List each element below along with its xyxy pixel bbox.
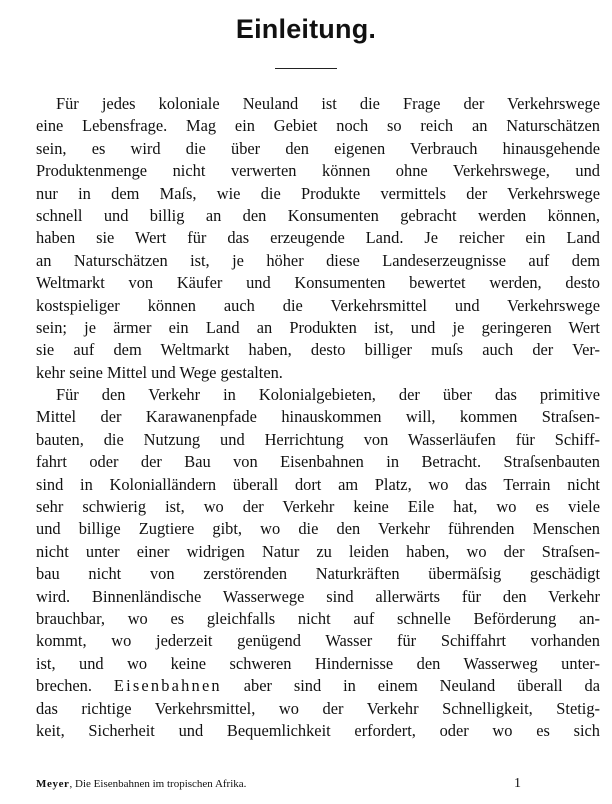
paragraph-1-line: Für jedes koloniale Neuland ist die Frage der Verkehrswege xyxy=(56,94,600,113)
paragraph-1-line: kostspieliger können auch die Verkehrsmittel und Verkehrswege xyxy=(36,295,600,315)
paragraph-1-line: sein; je ärmer ein Land an Produkten ist, und je geringeren Wert xyxy=(36,317,600,337)
page-number: 1 xyxy=(514,776,521,791)
emphasized-word: Eisenbahnen xyxy=(113,676,222,696)
paragraph-2-line: wird. Binnenländische Wasserwege sind allerwärts für den Verkehr xyxy=(36,586,600,606)
paragraph-2-line: keit, Sicherheit und Bequemlichkeit erfordert, oder wo es sich xyxy=(36,720,600,740)
paragraph-1-line: nur in dem Maſs, wie die Produkte vermittels der Verkehrswege xyxy=(36,183,600,203)
paragraph-2-line: das richtige Verkehrsmittel, wo der Verkehr Schnelligkeit, Stetig- xyxy=(36,698,600,718)
text-fragment: aber sind in einem Neuland überall da xyxy=(221,676,600,696)
paragraph-1-line: Weltmarkt von Käufer und Konsumenten bewertet werden, desto xyxy=(36,273,600,293)
paragraph-2-line: fahrt oder der Bau von Eisenbahnen in Betracht. Straſsenbauten xyxy=(36,452,600,472)
page-footer xyxy=(36,775,600,793)
paragraph-2-line: bauten, die Nutzung und Herrichtung von Wasserläufen für Schiff- xyxy=(36,429,600,449)
footer-citation xyxy=(36,775,246,793)
paragraph-1-line: Produktenmenge nicht verwerten können ohne Verkehrswege, und xyxy=(36,161,600,181)
footer-author: Meyer xyxy=(36,778,70,790)
chapter-title: Einleitung. xyxy=(235,14,377,44)
paragraph-2-line: und billige Zugtiere gibt, wo die den Verkehr führenden Menschen xyxy=(36,519,600,539)
text-fragment: brechen. xyxy=(36,676,114,696)
paragraph-1-line: haben sie Wert für das erzeugende Land. Je reicher ein Land xyxy=(36,228,600,248)
paragraph-2-line: sind in Kolonialländern überall dort am Platz, wo das Terrain nicht xyxy=(36,474,600,494)
body-text xyxy=(36,93,600,742)
paragraph-1-line: an Naturschätzen ist, je höher diese Landeserzeugnisse auf dem xyxy=(36,250,600,270)
paragraph-2-line: brauchbar, wo es gleichfalls nicht auf schnelle Beförderung an- xyxy=(36,608,600,628)
footer-book-title: Die Eisenbahnen im tropischen Afrika. xyxy=(75,778,247,790)
title-rule xyxy=(275,68,337,69)
paragraph-1-line: kehr seine Mittel und Wege gestalten. xyxy=(36,362,283,382)
paragraph-1-line: sie auf dem Weltmarkt haben, desto billiger muſs auch der Ver- xyxy=(36,340,600,360)
paragraph-1-line: schnell und billig an den Konsumenten gebracht werden können, xyxy=(36,205,600,225)
paragraph-2-line: bau nicht von zerstörenden Naturkräften übermäſsig geschädigt xyxy=(36,564,600,584)
paragraph-2-line: Mittel der Karawanenpfade hinauskommen will, kommen Straſsen- xyxy=(36,407,600,427)
paragraph-2-line xyxy=(36,675,600,697)
paragraph-2-line: sehr schwierig ist, wo der Verkehr keine Eile hat, wo es viele xyxy=(36,497,600,517)
paragraph-2-line: kommt, wo jederzeit genügend Wasser für Schiffahrt vorhanden xyxy=(36,631,600,651)
paragraph-1-line: sein, es wird die über den eigenen Verbrauch hinausgehende xyxy=(36,138,600,158)
paragraph-1-line: eine Lebensfrage. Mag ein Gebiet noch so reich an Naturschätzen xyxy=(36,116,600,136)
paragraph-2-line: ist, und wo keine schweren Hindernisse den Wasserweg unter- xyxy=(36,653,600,673)
paragraph-2-line: Für den Verkehr in Kolonialgebieten, der über das primitive xyxy=(56,385,600,405)
paragraph-2-line: nicht unter einer widrigen Natur zu leiden haben, wo der Straſsen- xyxy=(36,541,600,561)
footer-separator: , xyxy=(69,778,76,790)
